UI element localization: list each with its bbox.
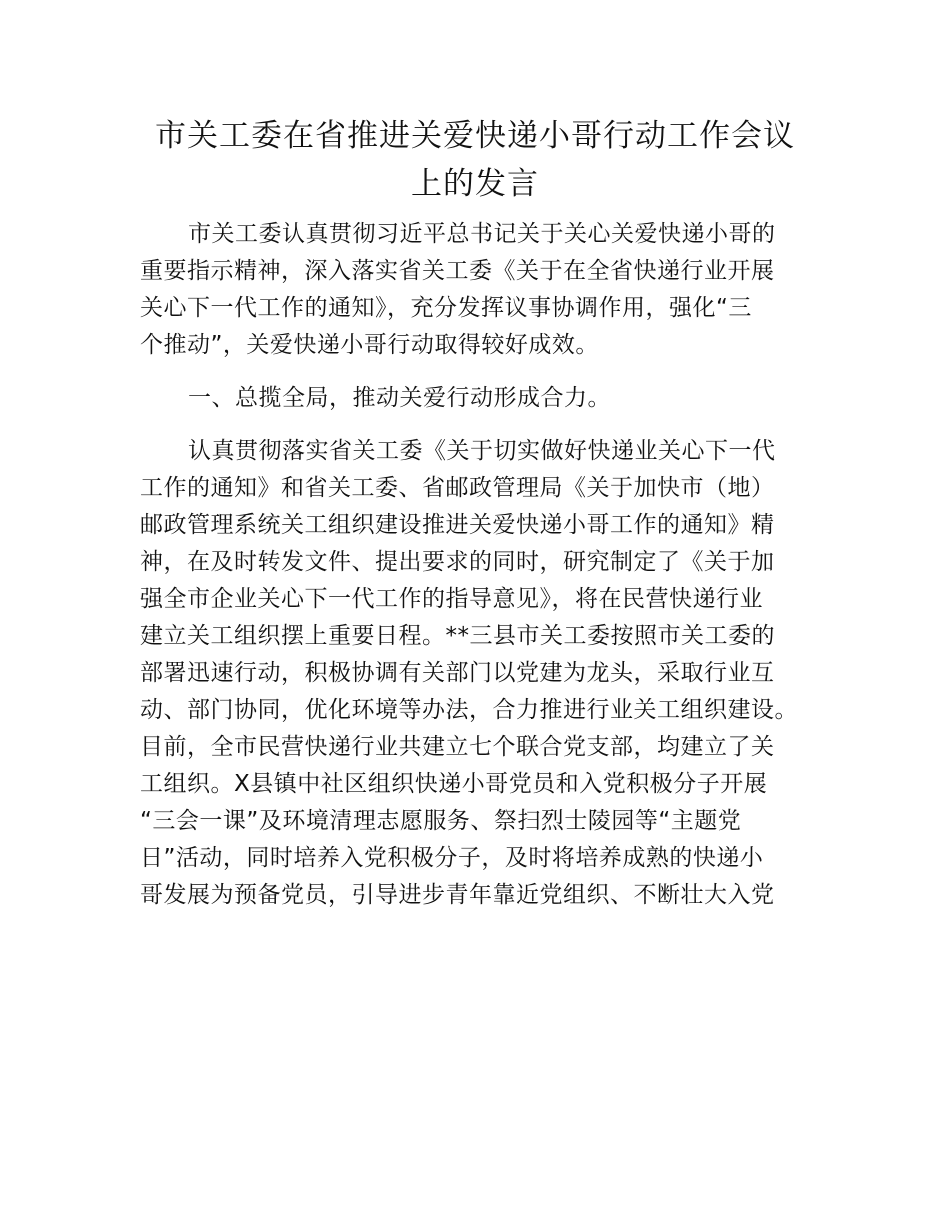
paragraph <box>140 433 840 914</box>
paragraph-line: 神，在及时转发文件、提出要求的同时，研究制定了《关于加 <box>140 549 775 575</box>
paragraph-line: 部署迅速行动，积极协调有关部门以党建为龙头，采取行业互 <box>140 660 775 686</box>
title-line: 上的发言 <box>411 166 539 202</box>
paragraph-line: 关心下一代工作的通知》，充分发挥议事协调作用，强化“三 <box>140 295 752 321</box>
paragraph-line: 日”活动，同时培养入党积极分子，及时将培养成熟的快递小 <box>140 845 764 871</box>
paragraph-line: 市关工委认真贯彻习近平总书记关于关心关爱快递小哥的 <box>188 221 776 247</box>
title-line: 市关工委在省推进关爱快递小哥行动工作会议 <box>155 118 795 154</box>
paragraph-line: “三会一课”及环境清理志愿服务、祭扫烈士陵园等“主题党 <box>140 808 742 834</box>
paragraph-line: 邮政管理系统关工组织建设推进关爱快递小哥工作的通知》精 <box>140 512 775 538</box>
paragraph-line: 动、部门协同，优化环境等办法，合力推进行业关工组织建设。 <box>140 697 798 723</box>
paragraph-line: 工作的通知》和省关工委、省邮政管理局《关于加快市（地） <box>140 475 775 501</box>
paragraph-line: 强全市企业关心下一代工作的指导意见》，将在民营快递行业 <box>140 586 763 612</box>
paragraph-line: 建立关工组织摆上重要日程。**三县市关工委按照市关工委的 <box>140 623 775 649</box>
document-title <box>140 112 810 208</box>
section-heading <box>140 380 840 417</box>
paragraph-line: 工组织。X县镇中社区组织快递小哥党员和入党积极分子开展 <box>140 771 768 797</box>
section-heading-line: 一、总揽全局，推动关爱行动形成合力。 <box>188 385 611 411</box>
document-body <box>140 216 840 914</box>
paragraph <box>140 216 840 364</box>
paragraph-line: 认真贯彻落实省关工委《关于切实做好快递业关心下一代 <box>188 438 776 464</box>
paragraph-line: 哥发展为预备党员，引导进步青年靠近党组织、不断壮大入党 <box>140 882 775 908</box>
paragraph-line: 个推动”，关爱快递小哥行动取得较好成效。 <box>140 332 599 358</box>
paragraph-line: 重要指示精神，深入落实省关工委《关于在全省快递行业开展 <box>140 258 775 284</box>
paragraph-line: 目前，全市民营快递行业共建立七个联合党支部，均建立了关 <box>140 734 775 760</box>
